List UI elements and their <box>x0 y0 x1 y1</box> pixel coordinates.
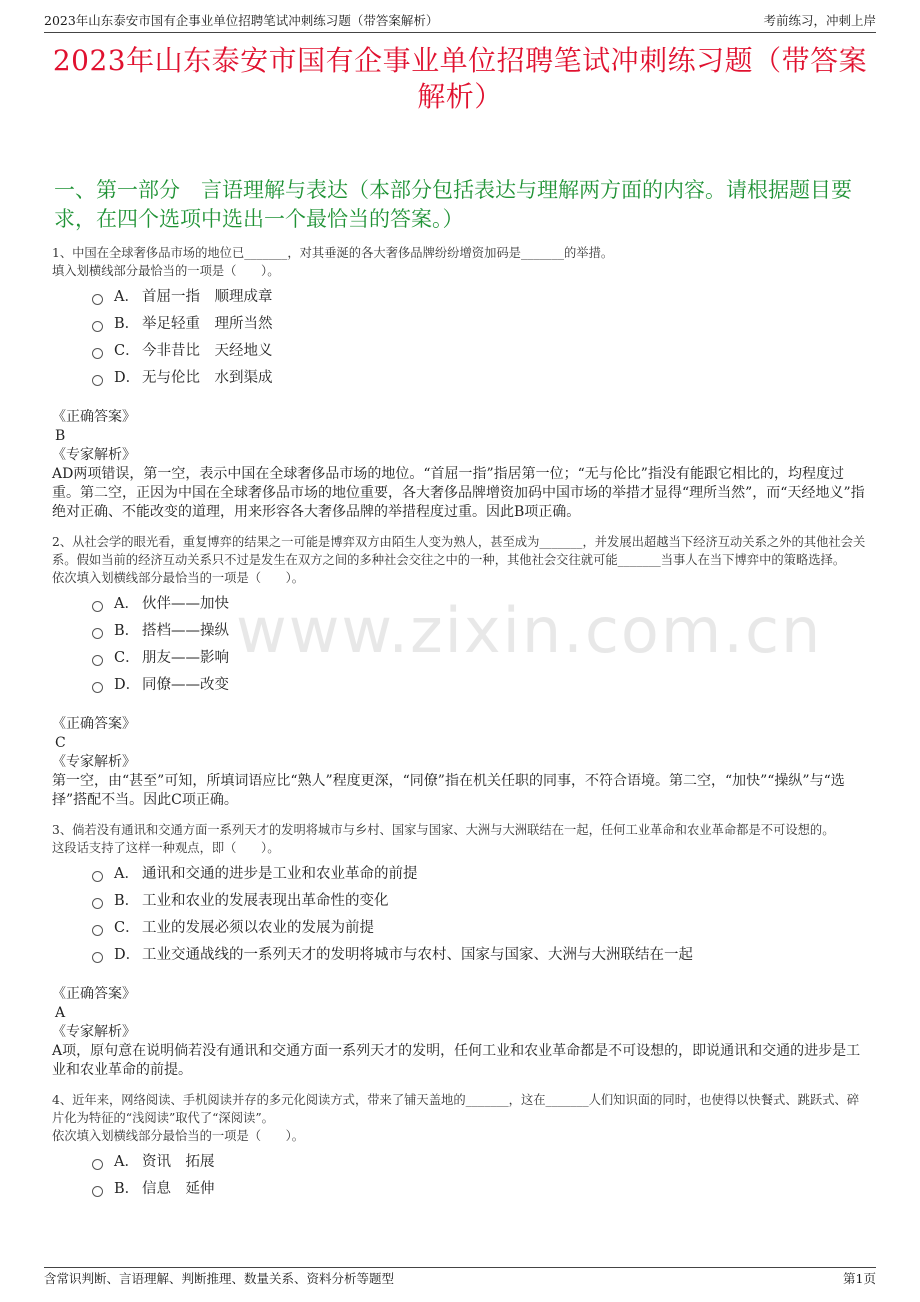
question-1 <box>52 244 868 522</box>
option-b[interactable] <box>92 311 868 338</box>
radio-button[interactable] <box>92 348 103 359</box>
question-text: 1、中国在全球奢侈品市场的地位已_______，对其垂涎的各大奢侈品牌纷纷增资加码是_______的举措。 <box>52 246 614 260</box>
document-title: 2023年山东泰安市国有企事业单位招聘笔试冲刺练习题（带答案解析） <box>52 44 868 113</box>
option-text: 工业的发展必须以农业的发展为前提 <box>142 920 374 936</box>
radio-button[interactable] <box>92 952 103 963</box>
section-heading: 一、第一部分 言语理解与表达（本部分包括表达与理解两方面的内容。请根据题目要求，在四个选项中选出一个最恰当的答案。） <box>54 178 852 231</box>
option-text: 资讯 拓展 <box>142 1154 215 1170</box>
radio-button[interactable] <box>92 1186 103 1197</box>
radio-button[interactable] <box>92 1159 103 1170</box>
page-footer <box>44 1267 876 1288</box>
radio-button[interactable] <box>92 925 103 936</box>
option-a[interactable] <box>92 861 868 888</box>
option-letter: B． <box>114 623 140 639</box>
radio-button[interactable] <box>92 294 103 305</box>
option-text: 伙伴——加快 <box>142 596 229 612</box>
option-text: 通讯和交通的进步是工业和农业革命的前提 <box>142 866 418 882</box>
question-stem <box>52 533 868 587</box>
page-header <box>44 10 876 33</box>
watermark: www.zixin.com.cn <box>236 594 823 667</box>
correct-answer: B <box>55 428 66 444</box>
option-text: 信息 延伸 <box>142 1181 215 1197</box>
option-a[interactable] <box>92 591 868 618</box>
option-d[interactable] <box>92 942 868 969</box>
question-list <box>52 244 868 1214</box>
radio-button[interactable] <box>92 375 103 386</box>
option-letter: A． <box>114 866 139 882</box>
options-list <box>92 284 868 392</box>
radio-button[interactable] <box>92 655 103 666</box>
option-letter: A． <box>114 1154 139 1170</box>
option-a[interactable] <box>92 284 868 311</box>
header-doc-title: 2023年山东泰安市国有企事业单位招聘笔试冲刺练习题（带答案解析） <box>44 13 439 28</box>
option-a[interactable] <box>92 1149 868 1176</box>
radio-button[interactable] <box>92 898 103 909</box>
answer-block <box>52 985 868 1080</box>
options-list <box>92 1149 868 1203</box>
option-letter: B． <box>114 1181 140 1197</box>
option-letter: D． <box>114 370 141 386</box>
option-letter: C． <box>114 920 140 936</box>
answer-label: 《正确答案》 <box>52 986 136 1002</box>
option-letter: B． <box>114 893 140 909</box>
analysis-text: 第一空，由“甚至”可知，所填词语应比“熟人”程度更深，“同僚”指在机关任职的同事，不符合语境。第二空，“加快”“操纵”与“选择”搭配不当。因此C项正确。 <box>52 773 845 808</box>
option-c[interactable] <box>92 645 868 672</box>
option-text: 朋友——影响 <box>142 650 229 666</box>
question-stem <box>52 244 868 280</box>
header-slogan: 考前练习，冲刺上岸 <box>763 13 876 28</box>
question-text: 3、倘若没有通讯和交通方面一系列天才的发明将城市与乡村、国家与国家、大洲与大洲联结在一起，任何工业革命和农业革命都是不可设想的。 <box>52 823 835 837</box>
answer-block <box>52 408 868 522</box>
analysis-text: AD两项错误，第一空，表示中国在全球奢侈品市场的地位。“首屈一指”指居第一位；“无与伦比”指没有能跟它相比的，均程度过重。第二空，正因为中国在全球奢侈品市场的地位重要，各大奢侈品牌增资加码中国市场的举措才显得“理所当然”，而“天经地义”指绝对正确、不能改变的道理，用来形容各大奢侈品牌的举措程度过重。因此B项正确。 <box>52 466 865 520</box>
option-letter: D． <box>114 947 141 963</box>
radio-button[interactable] <box>92 628 103 639</box>
analysis-label: 《专家解析》 <box>52 447 136 463</box>
radio-button[interactable] <box>92 682 103 693</box>
footer-categories: 含常识判断、言语理解、判断推理、数量关系、资料分析等题型 <box>44 1271 395 1286</box>
analysis-text: A项，原句意在说明倘若没有通讯和交通方面一系列天才的发明，任何工业和农业革命都是不可设想的，即说通讯和交通的进步是工业和农业革命的前提。 <box>52 1043 861 1078</box>
option-text: 搭档——操纵 <box>142 623 229 639</box>
page-number: 第1页 <box>843 1271 876 1286</box>
question-prompt: 填入划横线部分最恰当的一项是（ ）。 <box>52 264 280 278</box>
analysis-label: 《专家解析》 <box>52 1024 136 1040</box>
option-b[interactable] <box>92 618 868 645</box>
option-d[interactable] <box>92 365 868 392</box>
option-text: 首屈一指 顺理成章 <box>142 289 273 305</box>
answer-label: 《正确答案》 <box>52 409 136 425</box>
options-list <box>92 591 868 699</box>
option-letter: C． <box>114 650 140 666</box>
option-text: 工业交通战线的一系列天才的发明将城市与农村、国家与国家、大洲与大洲联结在一起 <box>142 947 693 963</box>
option-letter: B． <box>114 316 140 332</box>
correct-answer: C <box>55 735 66 751</box>
option-text: 工业和农业的发展表现出革命性的变化 <box>142 893 389 909</box>
answer-label: 《正确答案》 <box>52 716 136 732</box>
question-3 <box>52 821 868 1080</box>
question-4 <box>52 1091 868 1203</box>
option-letter: D． <box>114 677 141 693</box>
analysis-label: 《专家解析》 <box>52 754 136 770</box>
option-text: 无与伦比 水到渠成 <box>142 370 273 386</box>
question-stem <box>52 1091 868 1145</box>
option-letter: A． <box>114 289 139 305</box>
option-text: 今非昔比 天经地义 <box>142 343 273 359</box>
radio-button[interactable] <box>92 601 103 612</box>
question-text: 2、从社会学的眼光看，重复博弈的结果之一可能是博弈双方由陌生人变为熟人，甚至成为_______，并发展出超越当下经济互动关系之外的其他社会关系。假如当前的经济互动关系只不过是发生在双方之间的多种社会交往之中的一种，其他社会交往就可能_______当事人在当下博弈中的策略选择。 <box>52 535 866 567</box>
radio-button[interactable] <box>92 321 103 332</box>
radio-button[interactable] <box>92 871 103 882</box>
question-prompt: 依次填入划横线部分最恰当的一项是（ ）。 <box>52 571 305 585</box>
question-prompt: 这段话支持了这样一种观点，即（ ）。 <box>52 841 280 855</box>
option-b[interactable] <box>92 1176 868 1203</box>
option-letter: A． <box>114 596 139 612</box>
question-text: 4、近年来，网络阅读、手机阅读并存的多元化阅读方式，带来了铺天盖地的_______，这在_______人们知识面的同时，也使得以快餐式、跳跃式、碎片化为特征的“浅阅读”取代了“深阅读”。 <box>52 1093 860 1125</box>
question-2 <box>52 533 868 810</box>
option-letter: C． <box>114 343 140 359</box>
option-text: 举足轻重 理所当然 <box>142 316 273 332</box>
option-d[interactable] <box>92 672 868 699</box>
option-text: 同僚——改变 <box>142 677 229 693</box>
correct-answer: A <box>55 1005 66 1021</box>
question-stem <box>52 821 868 857</box>
option-b[interactable] <box>92 888 868 915</box>
options-list <box>92 861 868 969</box>
answer-block <box>52 715 868 810</box>
option-c[interactable] <box>92 915 868 942</box>
option-c[interactable] <box>92 338 868 365</box>
question-prompt: 依次填入划横线部分最恰当的一项是（ ）。 <box>52 1129 305 1143</box>
